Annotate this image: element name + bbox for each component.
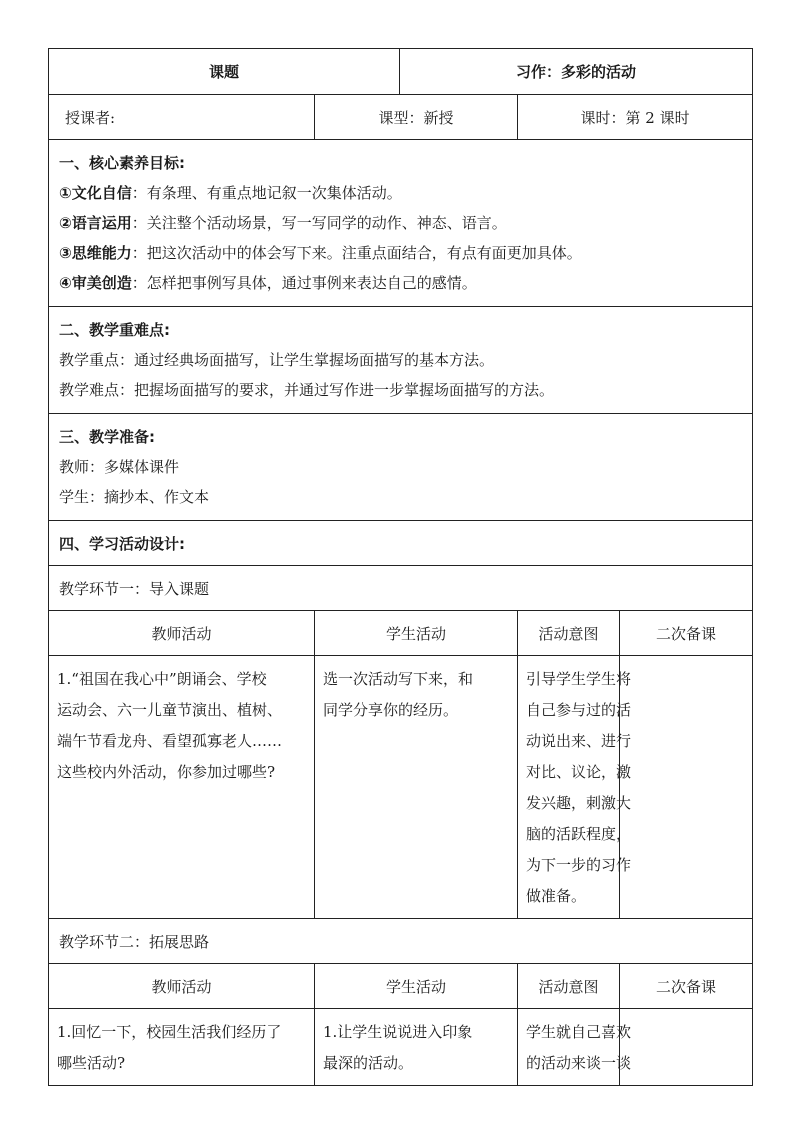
objective-item: ①文化自信：有条理、有重点地记叙一次集体活动。 [59,184,402,202]
col-intent: 活动意图 [518,964,620,1009]
phase-title: 教学环节一：导入课题 [49,566,753,611]
second-prep-cell [620,656,753,919]
objective-item: ②语言运用：关注整个活动场景，写一写同学的动作、神态、语言。 [59,214,507,232]
section-activity-design [49,521,753,566]
col-second: 二次备课 [620,964,753,1009]
table-row [49,1009,753,1086]
section-title: 四、学习活动设计: [49,521,753,566]
phase-title: 教学环节二：拓展思路 [49,919,753,964]
section-title: 三、教学准备: [59,428,155,446]
teacher-label: 授课者: [49,95,315,140]
section-title: 一、核心素养目标: [59,154,185,172]
column-header-row [49,611,753,656]
col-teacher: 教师活动 [49,964,315,1009]
second-prep-cell [620,1009,753,1086]
objective-item: ④审美创造：怎样把事例写具体，通过事例来表达自己的感情。 [59,274,477,292]
student-activity-cell: 选一次活动写下来，和 同学分享你的经历。 [315,656,518,919]
section-title: 二、教学重难点: [59,321,170,339]
lesson-plan-table [48,48,753,1086]
col-second: 二次备课 [620,611,753,656]
table-row [49,656,753,919]
teacher-activity-cell: 1.回忆一下，校园生活我们经历了 哪些活动? [49,1009,315,1086]
meta-row [49,95,753,140]
phase-row [49,566,753,611]
intent-cell: 引导学生学生将 自己参与过的活 动说出来、进行 对比、议论，激 发兴趣，刺激大 脑的活跃程度， 为下一步的习作 做准备。 [518,656,620,919]
col-student: 学生活动 [315,964,518,1009]
topic-label: 课题 [49,49,400,95]
col-student: 学生活动 [315,611,518,656]
column-header-row [49,964,753,1009]
topic-row [49,49,753,95]
lesson-time: 课时：第 2 课时 [518,95,753,140]
student-activity-cell: 1.让学生说说进入印象 最深的活动。 [315,1009,518,1086]
preparation-line: 学生：摘抄本、作文本 [59,488,210,506]
section-objectives [49,140,753,307]
objective-item: ③思维能力：把这次活动中的体会写下来。注重点面结合，有点有面更加具体。 [59,244,582,262]
key-point-line: 教学难点：把握场面描写的要求，并通过写作进一步掌握场面描写的方法。 [59,381,555,399]
phase-row [49,919,753,964]
col-teacher: 教师活动 [49,611,315,656]
section-preparation [49,414,753,521]
topic-value: 习作：多彩的活动 [400,49,753,95]
lesson-type: 课型：新授 [315,95,518,140]
preparation-line: 教师：多媒体课件 [59,458,180,476]
intent-cell: 学生就自己喜欢 的活动来谈一谈 [518,1009,620,1086]
key-point-line: 教学重点：通过经典场面描写，让学生掌握场面描写的基本方法。 [59,351,495,369]
teacher-activity-cell: 1.“祖国在我心中”朗诵会、学校 运动会、六一儿童节演出、植树、 端午节看龙舟、看望孤寡老人…… 这些校内外活动，你参加过哪些? [49,656,315,919]
section-key-points [49,307,753,414]
col-intent: 活动意图 [518,611,620,656]
lesson-plan-page [48,48,752,1086]
